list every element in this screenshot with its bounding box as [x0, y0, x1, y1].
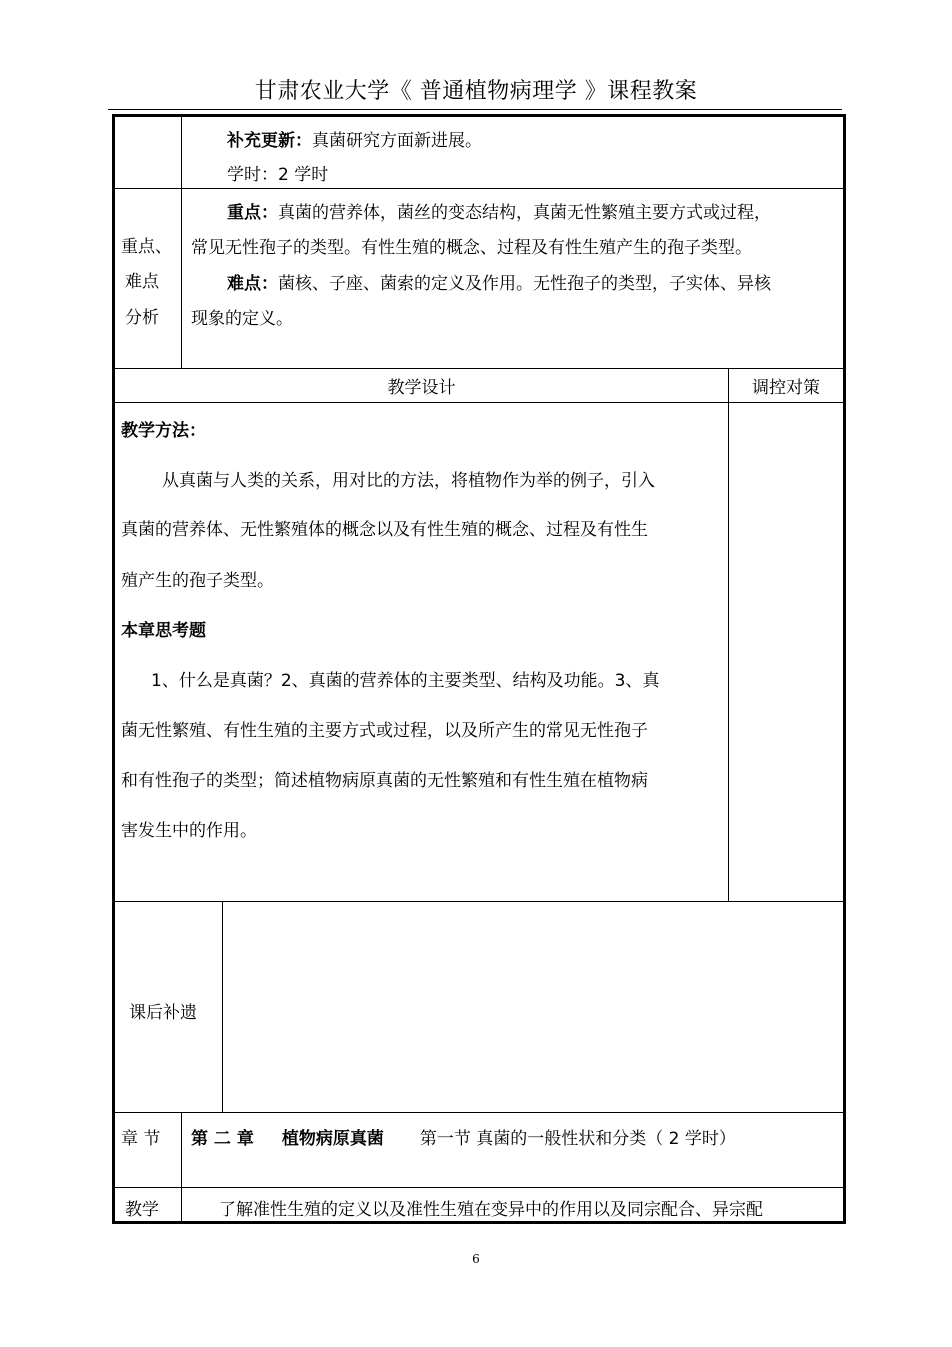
- supplement-text: 真菌研究方面新进展。: [312, 131, 482, 151]
- design-header-right: 调控对策: [752, 378, 820, 398]
- row-divider: [115, 402, 843, 403]
- row-divider: [115, 368, 843, 369]
- col-divider: [181, 117, 182, 368]
- keypoints-side-label-3: 分析: [125, 308, 159, 328]
- questions-line-4: 害发生中的作用。: [121, 821, 257, 841]
- row-divider: [115, 901, 843, 902]
- lesson-plan-table: [112, 114, 846, 1224]
- header-rule: [108, 109, 842, 110]
- page-number: 6: [472, 1252, 480, 1266]
- questions-line-1: 1、什么是真菌？2、真菌的营养体的主要类型、结构及功能。3、真: [151, 671, 660, 691]
- col-divider: [181, 1112, 182, 1224]
- teaching-text: 了解准性生殖的定义以及准性生殖在变异中的作用以及同宗配合、异宗配: [219, 1200, 763, 1220]
- page-header-title: 甘肃农业大学《 普通植物病理学 》课程教案: [254, 79, 698, 104]
- diff-line-2: 现象的定义。: [191, 309, 293, 329]
- row-divider: [115, 1187, 843, 1188]
- key-line-1: [227, 201, 771, 225]
- methods-line-3: 殖产生的孢子类型。: [121, 571, 274, 591]
- methods-line-2: 真菌的营养体、无性繁殖体的概念以及有性生殖的概念、过程及有性生: [121, 520, 648, 540]
- chapter-label: 章 节: [121, 1129, 161, 1149]
- questions-heading: 本章思考题: [121, 621, 206, 641]
- row-divider: [115, 1112, 843, 1113]
- teaching-label: 教学: [125, 1200, 159, 1220]
- row-divider: [115, 188, 843, 189]
- questions-line-3: 和有性孢子的类型；简述植物病原真菌的无性繁殖和有性生殖在植物病: [121, 771, 648, 791]
- diff-line-1: [227, 272, 771, 296]
- methods-line-1: 从真菌与人类的关系，用对比的方法，将植物作为举的例子，引入: [162, 471, 655, 491]
- chapter-section: 第一节 真菌的一般性状和分类（ 2 学时）: [419, 1129, 736, 1149]
- design-header-left: 教学设计: [387, 378, 456, 398]
- diff-text-1: 菌核、子座、菌索的定义及作用。无性孢子的类型，子实体、异核: [278, 274, 771, 294]
- col-divider: [222, 901, 223, 1112]
- after-class-label: 课后补遗: [129, 1003, 197, 1023]
- chapter-title: 植物病原真菌: [281, 1129, 384, 1149]
- key-line-2: 常见无性孢子的类型。有性生殖的概念、过程及有性生殖产生的孢子类型。: [191, 238, 752, 258]
- chapter-number: 第 二 章: [191, 1129, 254, 1149]
- col-divider: [728, 368, 729, 901]
- key-label: 重点：: [227, 203, 278, 223]
- questions-line-2: 菌无性繁殖、有性生殖的主要方式或过程，以及所产生的常见无性孢子: [121, 721, 648, 741]
- key-text-1: 真菌的营养体，菌丝的变态结构，真菌无性繁殖主要方式或过程，: [278, 203, 771, 223]
- methods-heading: 教学方法：: [121, 421, 206, 441]
- diff-label: 难点：: [227, 274, 278, 294]
- keypoints-side-label-2: 难点: [125, 272, 159, 292]
- supplement-line: [227, 129, 482, 153]
- chapter-line: [191, 1127, 736, 1151]
- supplement-label: 补充更新：: [227, 131, 312, 151]
- supplement-hours: 学时：2 学时: [227, 165, 329, 185]
- keypoints-side-label-1: 重点、: [121, 237, 172, 257]
